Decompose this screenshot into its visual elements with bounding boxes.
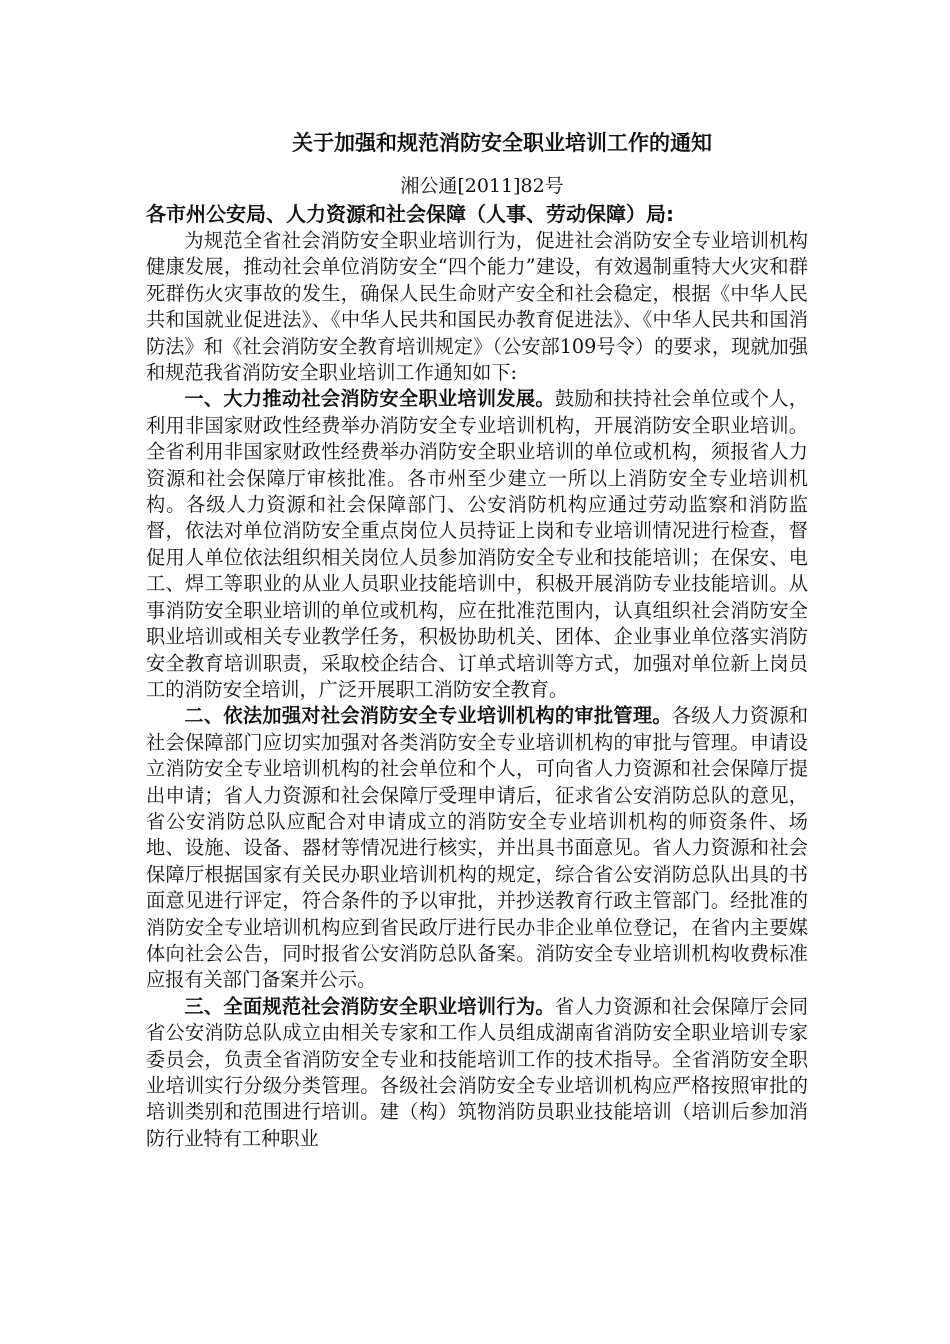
section-1	[146, 386, 808, 703]
intro-paragraph: 为规范全省社会消防安全职业培训行为，促进社会消防安全专业培训机构健康发展，推动社会单位消防安全“四个能力”建设，有效遏制重特大火灾和群死群伤火灾事故的发生，确保人民生命财产安全和社会稳定，根据《中华人民共和国就业促进法》、《中华人民共和国民办教育促进法》、《中华人民共和国消防法》和《社会消防安全教育培训规定》（公安部109号令）的要求，现就加强和规范我省消防安全职业培训工作通知如下:	[146, 229, 808, 385]
section-3-body: 省人力资源和社会保障厅会同省公安消防总队成立由相关专家和工作人员组成湖南省消防安全职业培训专家委员会，负责全省消防安全专业和技能培训工作的技术指导。全省消防安全职业培训实行分级分类管理。各级社会消防安全专业培训机构应严格按照审批的培训类别和范围进行培训。建（构）筑物消防员职业技能培训（培训后参加消防行业特有工种职业	[146, 994, 809, 1150]
section-2-body: 各级人力资源和社会保障部门应切实加强对各类消防安全专业培训机构的审批与管理。申请设立消防安全专业培训机构的社会单位和个人，可向省人力资源和社会保障厅提出申请；省人力资源和社会保障厅受理申请后，征求省公安消防总队的意见，省公安消防总队应配合对申请成立的消防安全专业培训机构的师资条件、场地、设施、设备、器材等情况进行核实，并出具书面意见。省人力资源和社会保障厅根据国家有关民办职业培训机构的规定，综合省公安消防总队出具的书面意见进行评定，符合条件的予以审批，并抄送教育行政主管部门。经批准的消防安全专业培训机构应到省民政厅进行民办非企业单位登记，在省内主要媒体向社会公告，同时报省公安消防总队备案。消防安全专业培训机构收费标准应报有关部门备案并公示。	[146, 704, 809, 992]
document-page	[146, 128, 808, 1152]
section-2-heading: 二、依法加强对社会消防安全专业培训机构的审批管理。	[184, 704, 672, 728]
document-number: 湘公通[2011]82号	[400, 175, 564, 197]
section-1-heading: 一、大力推动社会消防安全职业培训发展。	[184, 387, 555, 411]
section-1-body: 鼓励和扶持社会单位或个人，利用非国家财政性经费举办消防安全专业培训机构，开展消防安全职业培训。全省利用非国家财政性经费举办消防安全职业培训的单位或机构，须报省人力资源和社会保障厅审核批准。各市州至少建立一所以上消防安全专业培训机构。各级人力资源和社会保障部门、公安消防机构应通过劳动监察和消防监督，依法对单位消防安全重点岗位人员持证上岗和专业培训情况进行检查，督促用人单位依法组织相关岗位人员参加消防安全专业和技能培训；在保安、电工、焊工等职业的从业人员职业技能培训中，积极开展消防专业技能培训。从事消防安全职业培训的单位或机构，应在批准范围内，认真组织社会消防安全职业培训或相关专业教学任务，积极协助机关、团体、企业事业单位落实消防安全教育培训职责，采取校企结合、订单式培训等方式，加强对单位新上岗员工的消防安全培训，广泛开展职工消防安全教育。	[146, 387, 809, 701]
document-title: 关于加强和规范消防安全职业培训工作的通知	[292, 131, 712, 155]
section-2	[146, 703, 808, 993]
section-3	[146, 994, 808, 1152]
section-3-heading: 三、全面规范社会消防安全职业培训行为。	[184, 994, 555, 1018]
salutation: 各市州公安局、人力资源和社会保障（人事、劳动保障）局:	[146, 202, 674, 226]
